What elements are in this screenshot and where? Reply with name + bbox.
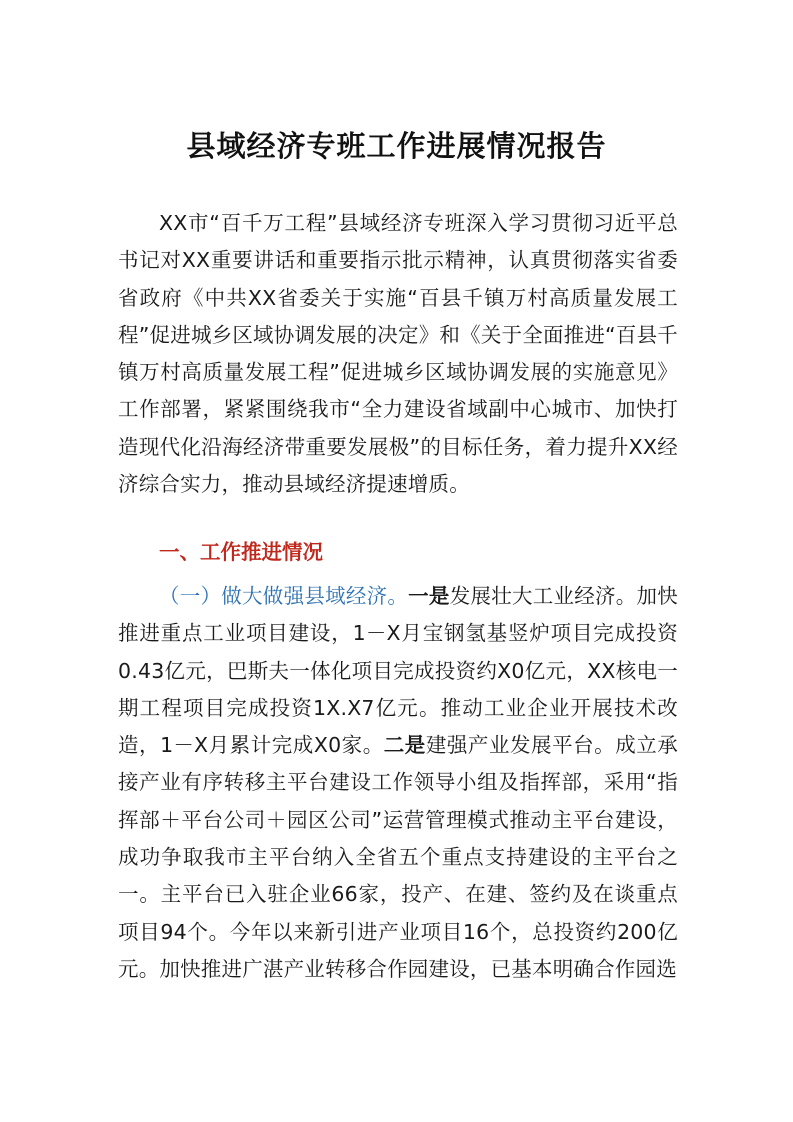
paragraph-text-industry: 发展壮大工业经济。加快推进重点工业项目建设，1－X月宝钢氢基竖炉项目完成投资0.43亿元，巴斯夫一体化项目完成投资约X0亿元，XX核电一期工程项目完成投资1X.X7亿元。推动工业企业开展技术改造，1－X月累计完成X0家。: [118, 584, 679, 758]
intro-paragraph: XX市“百千万工程”县域经济专班深入学习贯彻习近平总书记对XX重要讲话和重要指示批示精神，认真贯彻落实省委省政府《中共XX省委关于实施“百县千镇万村高质量发展工程”促进城乡区域协调发展的决定》和《关于全面推进“百县千镇万村高质量发展工程”促进城乡区域协调发展的实施意见》工作部署，紧紧围绕我市“全力建设省域副中心城市、加快打造现代化沿海经济带重要发展极”的目标任务，着力提升XX经济综合实力，推动县域经济提速增质。: [118, 211, 678, 497]
subsection-heading-county-economy: （一）做大做强县域经济。: [159, 584, 409, 608]
paragraph-text-platform: 建强产业发展平台。成立承接产业有序转移主平台建设工作领导小组及指挥部，采用“指挥部＋平台公司＋园区公司”运营管理模式推动主平台建设，成功争取我市主平台纳入全省五个重点支持建设的主平台之一。主平台已入驻企业66家，投产、在建、签约及在谈重点项目94个。今年以来新引进产业项目16个，总投资约200亿元。加快推进广湛产业转移合作园建设，已基本明确合作园选: [118, 733, 678, 981]
lead-marker-second: 二是: [383, 733, 426, 758]
section-heading-progress: 一、工作推进情况: [159, 540, 323, 564]
progress-paragraph: [118, 578, 678, 988]
document-title: 县域经济专班工作进展情况报告: [186, 129, 607, 163]
lead-marker-first: 一是: [408, 584, 450, 608]
